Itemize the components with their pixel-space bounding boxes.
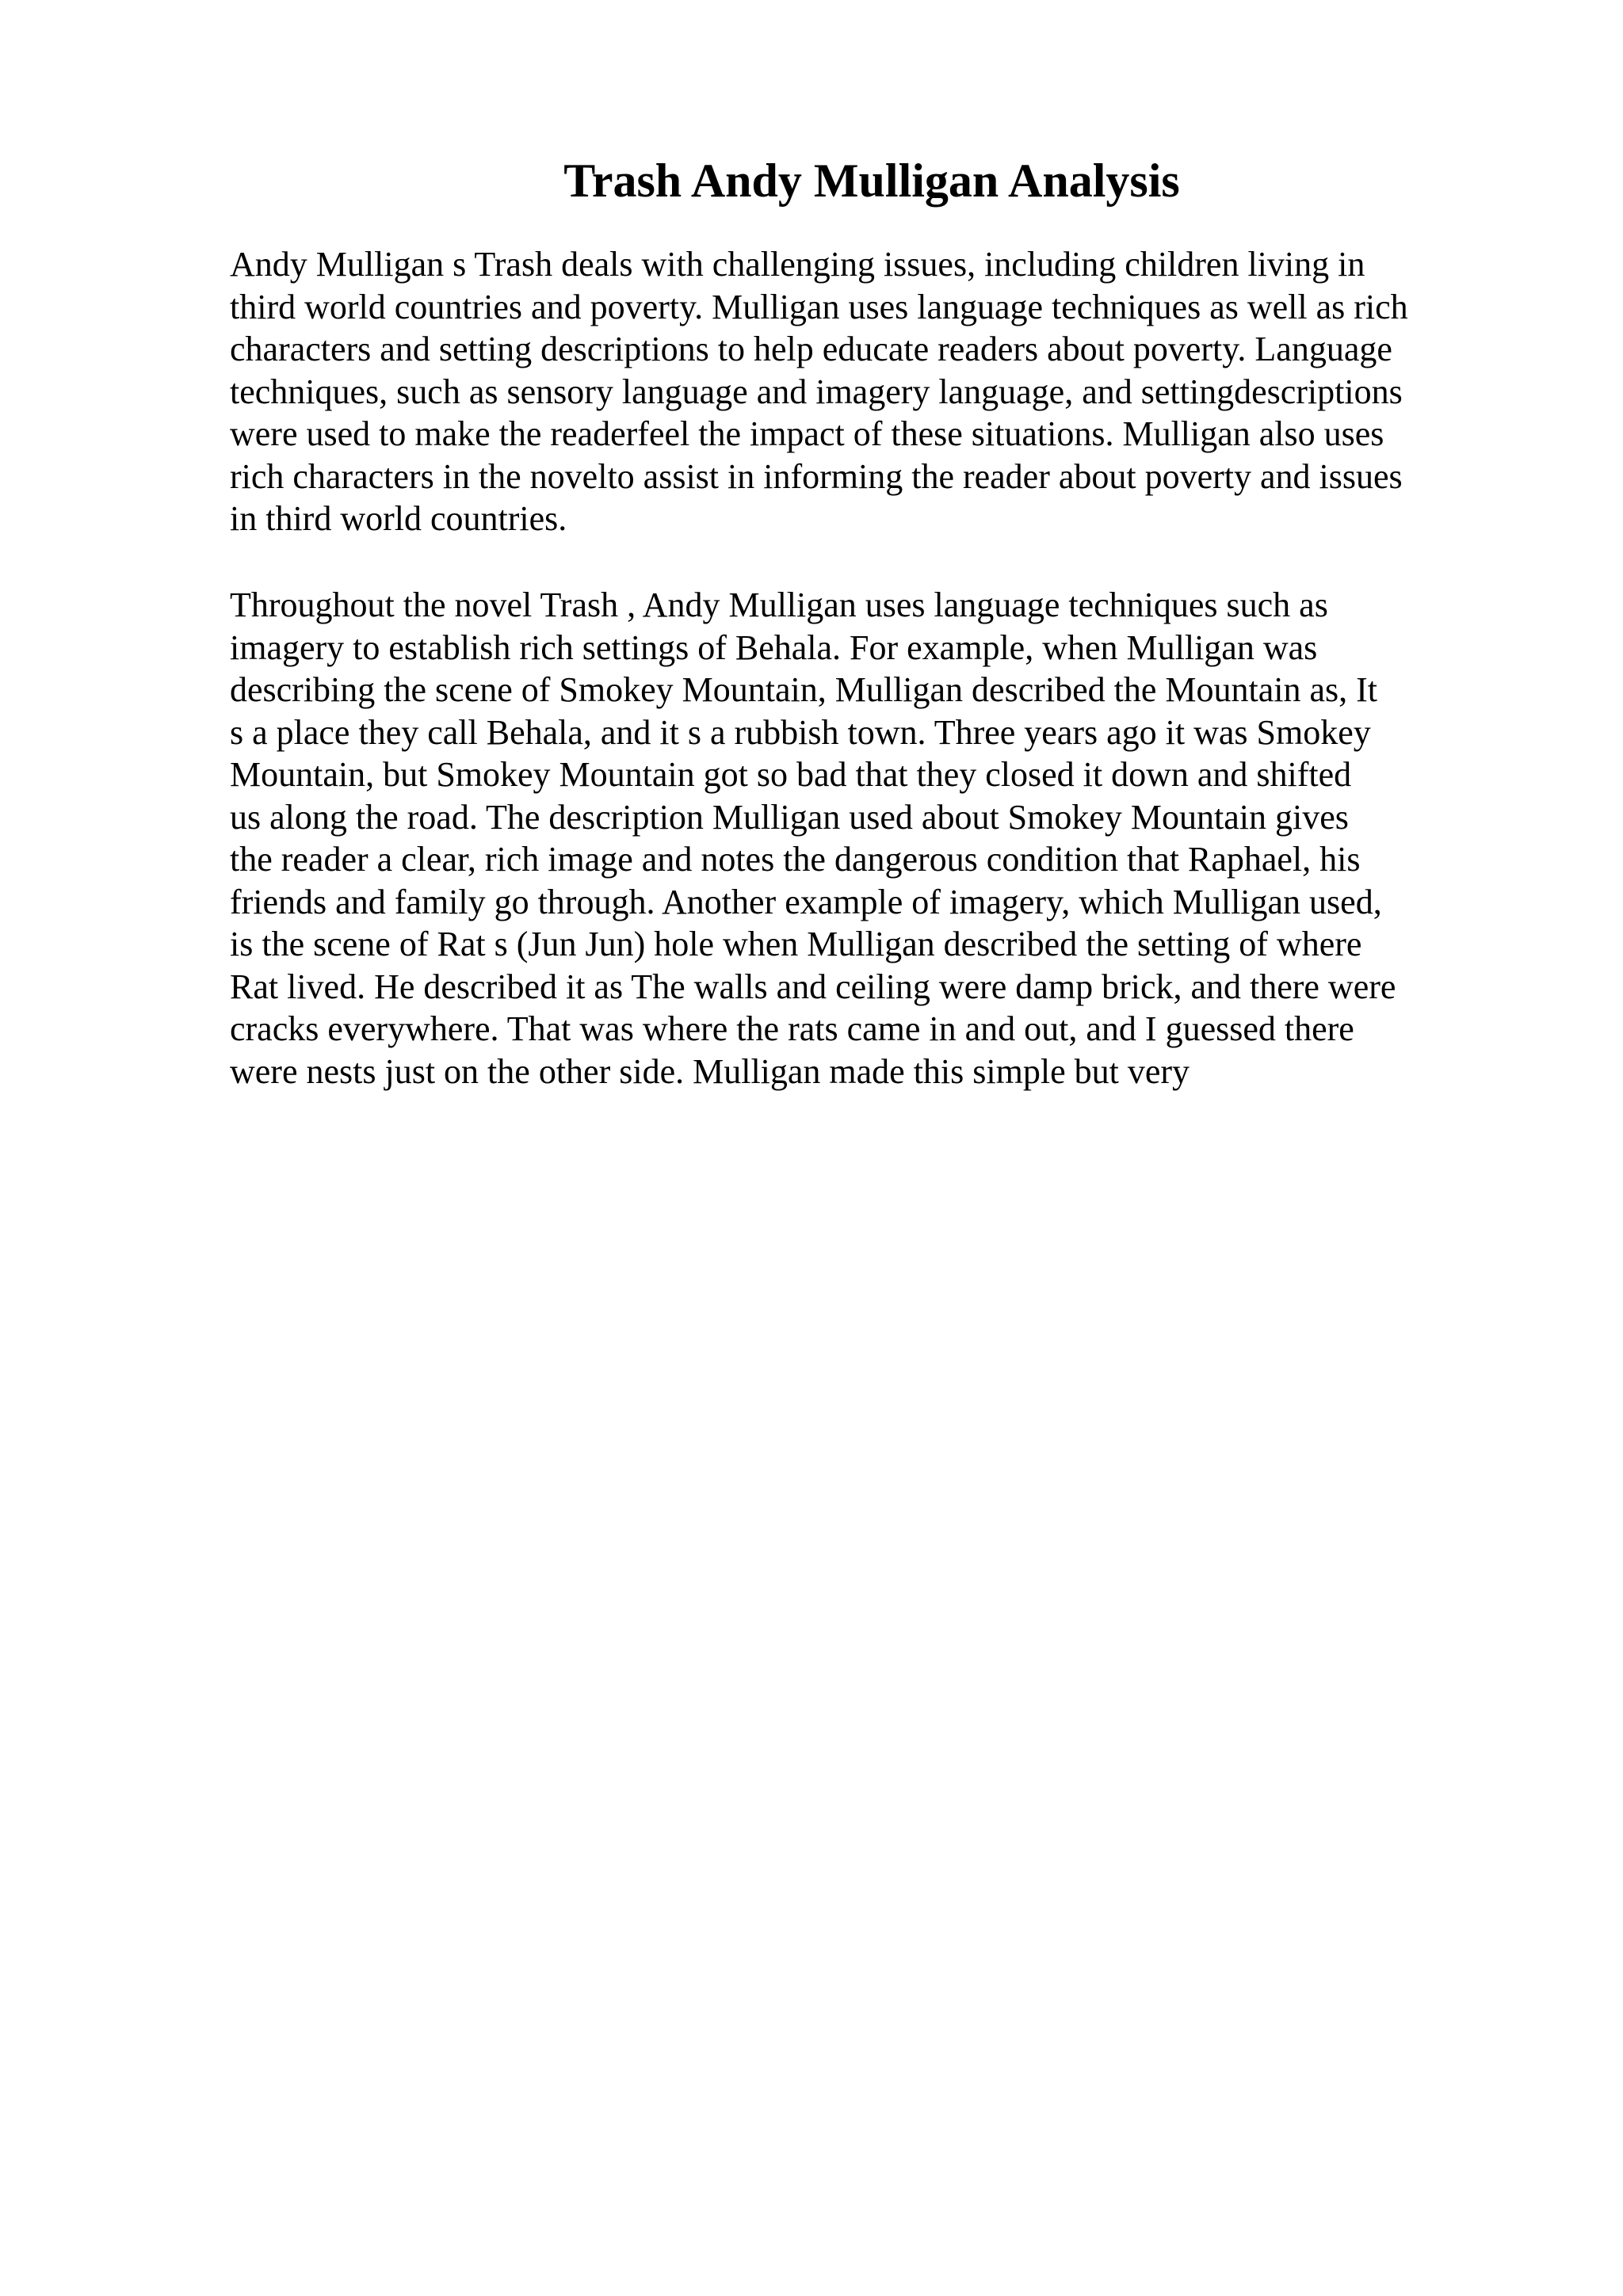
paragraph-line: characters and setting descriptions to help educate readers about poverty. Language — [230, 330, 1392, 368]
paragraph-line: in third world countries. — [230, 499, 567, 538]
paragraph-line: s a place they call Behala, and it s a rubbish town. Three years ago it was Smokey — [230, 712, 1371, 752]
paragraph-line: cracks everywhere. That was where the rats came in and out, and I guessed there — [230, 1009, 1354, 1048]
paragraph-line: imagery to establish rich settings of Behala. For example, when Mulligan was — [230, 627, 1318, 667]
paragraph-line: were used to make the readerfeel the impact of these situations. Mulligan also uses — [230, 414, 1384, 453]
paragraph-line: is the scene of Rat s (Jun Jun) hole when Mulligan described the setting of where — [230, 925, 1362, 963]
paragraph-introduction — [230, 243, 1408, 540]
paragraph-line: friends and family go through. Another example of imagery, which Mulligan used, — [230, 882, 1382, 921]
paragraph-line: describing the scene of Smokey Mountain, Mulligan described the Mountain as, It — [230, 670, 1378, 709]
paragraph-line: Throughout the novel Trash , Andy Mulligan uses language techniques such as — [230, 585, 1328, 624]
paragraph-line: third world countries and poverty. Mulligan uses language techniques as well as rich — [230, 287, 1408, 326]
paragraph-line: the reader a clear, rich image and notes the dangerous condition that Raphael, his — [230, 840, 1361, 879]
paragraph-line: were nests just on the other side. Mulligan made this simple but very — [230, 1051, 1190, 1091]
paragraph-line: Andy Mulligan s Trash deals with challenging issues, including children living in — [230, 245, 1365, 284]
paragraph-line: rich characters in the novelto assist in informing the reader about poverty and issues — [230, 456, 1403, 496]
paragraph-line: Rat lived. He described it as The walls and ceiling were damp brick, and there were — [230, 967, 1396, 1006]
document-title: Trash Andy Mulligan Analysis — [563, 154, 1180, 207]
paragraph-line: Mountain, but Smokey Mountain got so bad that they closed it down and shifted — [230, 755, 1352, 794]
paragraph-line: us along the road. The description Mulligan used about Smokey Mountain gives — [230, 797, 1349, 837]
paragraph-line: techniques, such as sensory language and imagery language, and settingdescriptions — [230, 372, 1403, 411]
paragraph-imagery — [230, 584, 1396, 1093]
